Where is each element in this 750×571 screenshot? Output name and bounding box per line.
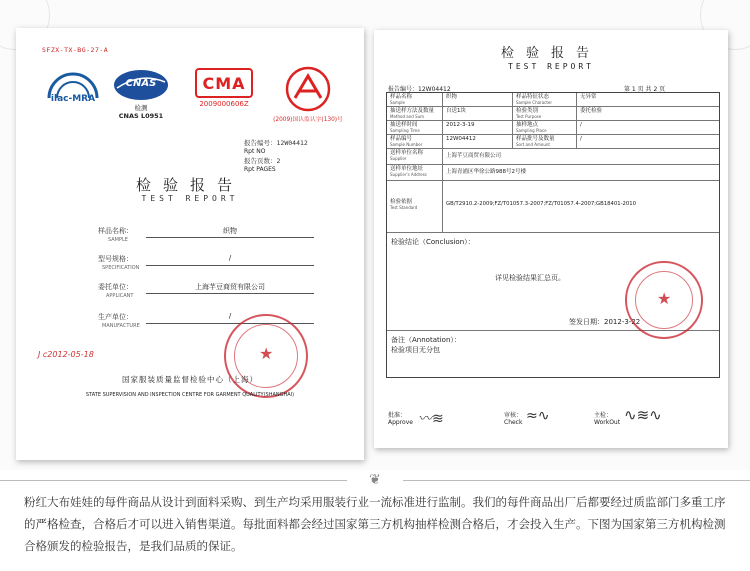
report-pages-line: 报告页数：2 [244, 157, 281, 165]
report-title-en: TEST REPORT [508, 62, 594, 71]
issuing-org-en: STATE SUPERVISION AND INSPECTION CENTRE FOR GARMENT QUALITY(SHANGHAI) [85, 392, 295, 398]
field-label-spec: 型号规格： [98, 255, 133, 263]
report-title-en: TEST REPORT [141, 194, 239, 203]
approve-signature: 〰≋ [418, 411, 444, 427]
page-info: 第 1 页 共 2 页 [624, 86, 666, 93]
ilac-mra-logo: ilac-MRA [40, 68, 106, 118]
workout-label: 主检： WorkOut [594, 412, 621, 426]
field-sub-manufacture: MANUFACTURE [102, 323, 140, 329]
field-underline [146, 265, 314, 266]
form-code: SFZX-TX-BG-27-A [42, 46, 109, 54]
divider-ornament-icon: ❦ [347, 471, 403, 489]
cal-logo: (2009)国认监认字(130)号 [262, 66, 354, 136]
cnas-logo: CNAS 检测 CNAS L0951 [104, 68, 178, 126]
check-label: 审核： Check [504, 412, 523, 426]
table-row-standard: 检验依据 Test Standard GB/T2910.2-2009;FZ/T01057.3-2007;FZ/T01057.4-2007;GB18401-2010 [387, 181, 719, 233]
field-underline [146, 293, 314, 294]
field-label-manufacture: 生产单位： [98, 313, 133, 321]
table-row: 抽送样时间 Sampling Time 2012-3-19 抽样地点 Sampling Place / [387, 121, 719, 135]
report-pages-en: Rpt PAGES [244, 166, 276, 173]
field-value-sample: 织物 [223, 227, 237, 235]
handwritten-date: J c2012-05-18 [38, 350, 94, 359]
field-value-spec: / [228, 254, 232, 262]
report-number-line: 报告编号：12W04412 [244, 139, 308, 147]
official-seal: ★ [224, 314, 308, 398]
field-value-manufacture: / [228, 312, 232, 320]
report-cover-page [16, 28, 364, 460]
table-row: 样品名称 Sample 织物 样品特征状态 Sample Character 无异常 [387, 93, 719, 107]
field-sub-spec: SPECIFICATION [102, 265, 140, 271]
issuing-org-cn: 国家服装质量监督检验中心（上海） [122, 375, 258, 384]
report-number: 报告编号：12W04412 [388, 86, 451, 93]
cal-icon [281, 66, 335, 112]
field-label-sample: 样品名称： [98, 227, 133, 235]
field-underline [146, 237, 314, 238]
field-sub-applicant: APPLICANT [106, 293, 134, 299]
table-row-conclusion: 检验结论（Conclusion）： 详见检验结果汇总页。 签发日期：2012-3-22 ★ [387, 233, 719, 331]
description-text: 粉红大布娃娃的每件商品从设计到面料采购、到生产均采用服装行业一流标准进行监制。我们的每件商品出厂后都要经过质监部门多重工序的严格检查，合格后才可以进入销售渠道。每批面料都会经过国家第三方机构抽样检测合格后，才会投入生产。下图为国家第三方机构检测合格颁发的检验报告，是我们品质的保证。 [24, 495, 726, 553]
table-row-annotation: 备注（Annotation）： 检验项目无分包 [391, 336, 461, 354]
approve-label: 批准： Approve [388, 412, 413, 426]
table-row-address: 送样单位地址 Supplier's Address 上海青浦区华徐公路988号2号楼 [387, 165, 719, 181]
table-row: 抽送样方法及数量 Method and Sum 自送1块 检验类别 Test Purpose 委托检验 [387, 107, 719, 121]
cma-logo: CMA 2009000606Z [186, 68, 262, 126]
check-signature: ≈∿ [526, 408, 550, 424]
workout-signature: ∿≋∿ [624, 406, 662, 424]
field-label-applicant: 委托单位： [98, 283, 133, 291]
field-value-applicant: 上海芊豆商贸有限公司 [195, 283, 265, 291]
report-number-en: Rpt NO [244, 148, 266, 155]
table-row: 样品编号 Sample Number 12W04412 样品批号及数量 Sort and Amount / [387, 135, 719, 149]
field-sub-sample: SAMPLE [108, 237, 128, 243]
official-seal: ★ [625, 261, 703, 339]
report-table [386, 92, 720, 378]
report-detail-page [374, 30, 728, 448]
report-title-cn: 检验报告 [135, 176, 244, 194]
table-row-supplier: 送样单位名称 Supplier 上海芊豆商贸有限公司 [387, 149, 719, 165]
report-title-cn: 检验报告 [500, 46, 601, 61]
